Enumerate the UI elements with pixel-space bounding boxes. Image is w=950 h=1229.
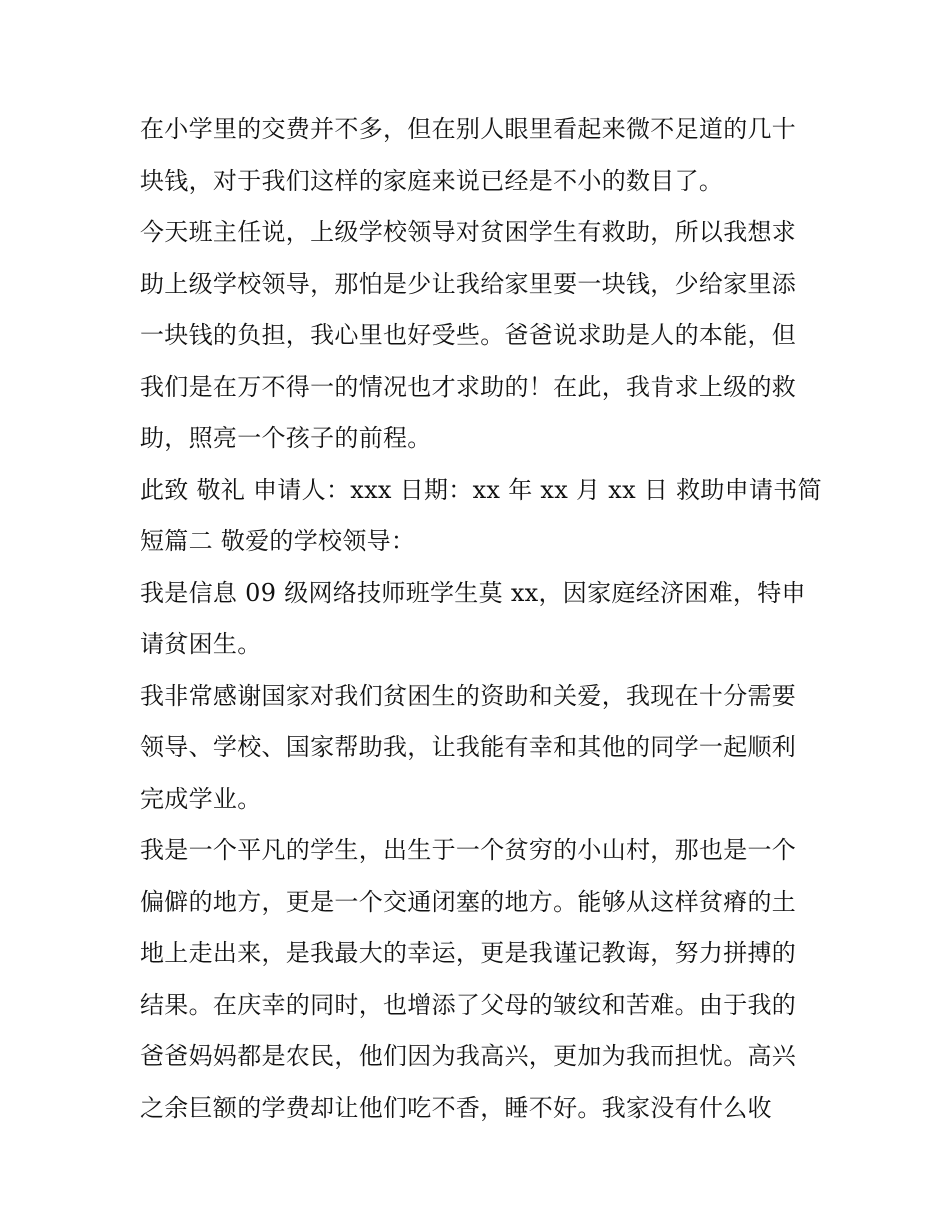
text-line: 我们是在万不得一的情况也才求助的！在此，我肯求上级的救 — [140, 372, 797, 401]
text-line: 助上级学校领导，那怕是少让我给家里要一块钱，少给家里添 — [140, 269, 797, 298]
text-line: 结果。在庆幸的同时，也增添了父母的皱纹和苦难。由于我的 — [140, 990, 797, 1019]
text-line: 块钱，对于我们这样的家庭来说已经是不小的数目了。 — [140, 166, 724, 195]
text-line: 我是信息 09 级网络技师班学生莫 xx，因家庭经济困难，特申 — [140, 578, 806, 607]
text-line: 在小学里的交费并不多，但在别人眼里看起来微不足道的几十 — [140, 115, 797, 143]
text-line: 完成学业。 — [140, 784, 262, 813]
text-line: 我是一个平凡的学生，出生于一个贫穷的小山村，那也是一个 — [140, 836, 797, 864]
document-body — [140, 104, 820, 1134]
text-line: 此致 敬礼 申请人：xxx 日期：xx 年 xx 月 xx 日 救助申请书简 — [140, 475, 822, 504]
text-line: 领导、学校、国家帮助我，让我能有幸和其他的同学一起顺利 — [140, 733, 797, 761]
text-line: 爸爸妈妈都是农民，他们因为我高兴，更加为我而担忧。高兴 — [140, 1042, 797, 1070]
text-line: 地上走出来，是我最大的幸运，更是我谨记教诲，努力拼搏的 — [140, 939, 797, 967]
text-line: 今天班主任说，上级学校领导对贫困学生有救助，所以我想求 — [140, 218, 797, 246]
text-line: 我非常感谢国家对我们贫困生的资助和关爱，我现在十分需要 — [140, 681, 797, 710]
text-line: 一块钱的负担，我心里也好受些。爸爸说求助是人的本能，但 — [140, 321, 797, 349]
text-line: 之余巨额的学费却让他们吃不香，睡不好。我家没有什么收 — [140, 1093, 772, 1122]
text-line: 助，照亮一个孩子的前程。 — [140, 424, 432, 452]
text-line: 短篇二 敬爱的学校领导： — [140, 527, 416, 555]
text-line: 偏僻的地方，更是一个交通闭塞的地方。能够从这样贫瘠的土 — [140, 887, 797, 916]
text-line: 请贫困生。 — [140, 630, 262, 658]
